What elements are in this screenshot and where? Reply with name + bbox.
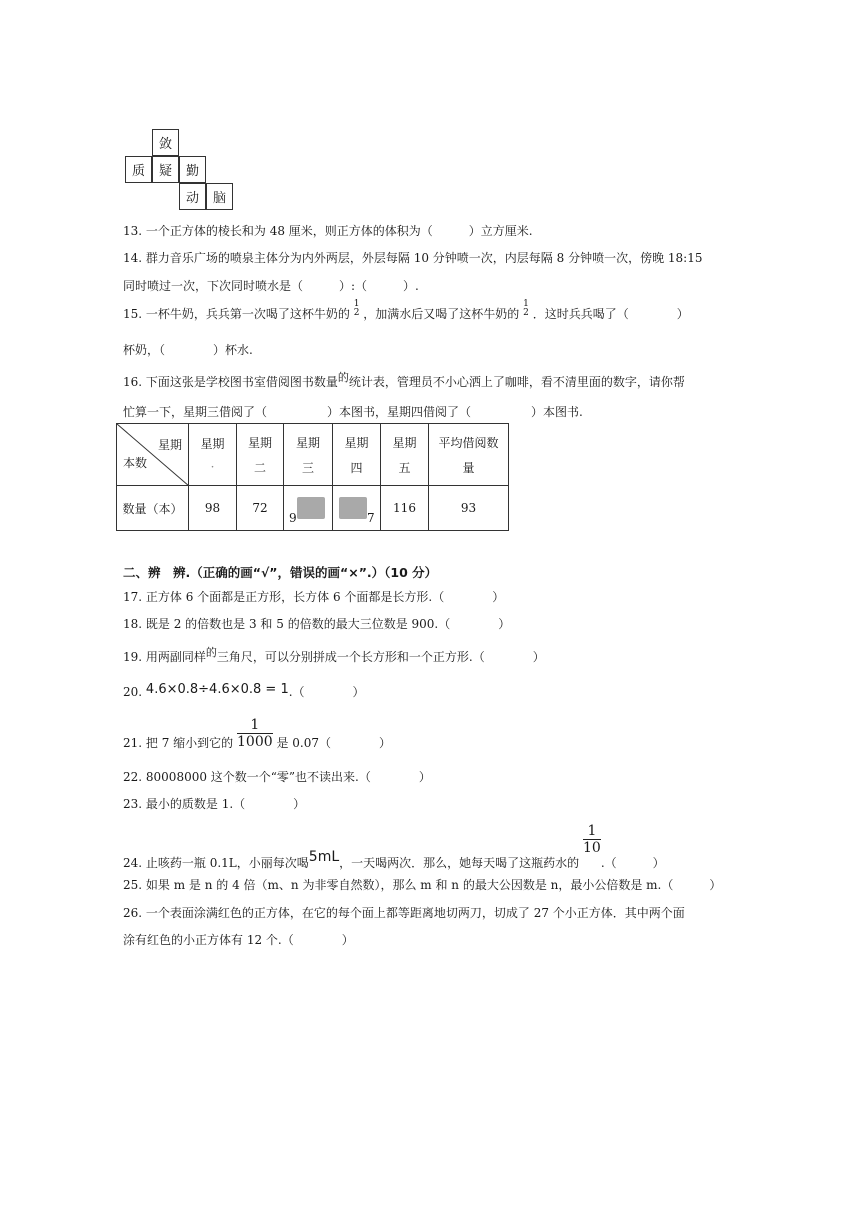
cube-cell: 疑 [152,156,179,183]
table-cell: 93 [429,486,509,531]
question-15-text-c: ．这时兵兵喝了（ ） [532,307,689,321]
fraction-denominator: 10 [582,840,601,856]
fraction-numerator: 1 [523,298,529,309]
question-15-line1 [123,298,689,324]
header-top: 星期 [247,435,272,450]
question-17: 17. 正方体 6 个面都是正方形，长方体 6 个面都是长方形.（ ） [123,590,505,604]
table-row [117,486,509,531]
question-16-text-b: 统计表，管理员不小心洒上了咖啡，看不清里面的数字，请你帮 [348,375,685,389]
header-bottom: · [210,460,215,474]
table-header-row [117,424,509,486]
fraction-denominator: 2 [523,307,529,318]
question-20-expression: 4.6×0.8÷4.6×0.8 = 1 [145,682,289,697]
question-15-text-b: ，加满水后又喝了这杯牛奶的 [363,307,520,321]
question-16-line1 [123,373,685,390]
header-top: 平均借阅数 [438,435,499,450]
table-header-cell [284,424,333,486]
question-22: 22. 80008000 这个数一个“零”也不读出来.（ ） [123,770,431,784]
question-19-text-b: 三角尺，可以分别拼成一个长方形和一个正方形.（ ） [216,650,545,664]
question-15-line2: 杯奶，（ ）杯水. [123,343,253,357]
header-bottom: 二 [253,460,266,475]
question-24-dose: 5mL [308,849,340,865]
fraction-numerator: 1 [353,298,360,309]
coffee-stain [339,497,367,519]
question-24-text-b: ，一天喝两次．那么，她每天喝了这瓶药水的 [339,856,580,870]
fraction [237,718,273,749]
cube-cell: 脑 [206,183,233,210]
corner-bottom-label: 本数 [123,456,148,470]
table-header-cell [189,424,237,486]
table-header-cell [237,424,284,486]
header-bottom: 量 [462,460,475,475]
question-21 [123,718,391,749]
cube-cell: 勤 [179,156,206,183]
cube-cell: 质 [125,156,152,183]
header-top: 星期 [200,437,225,451]
question-25: 25. 如果 m 是 n 的 4 倍（m、n 为非零自然数），那么 m 和 n 的最大公因数是 n，最小公倍数是 m.（ ） [123,878,722,892]
table-header-cell [333,424,381,486]
header-top: 星期 [392,435,417,450]
fraction-numerator: 1 [587,823,597,839]
fraction-denominator: 2 [353,307,360,318]
header-bottom: 三 [301,460,314,475]
question-20-tail: .（ ） [288,685,365,699]
fraction [523,300,529,318]
question-21-text-b: 是 0.07（ ） [276,736,392,750]
header-bottom: 四 [350,460,363,475]
question-20 [123,683,365,700]
table-corner-cell [117,424,189,486]
table-cell-smudged [284,486,333,531]
cube-cell: 敛 [152,129,179,156]
question-18: 18. 既是 2 的倍数也是 3 和 5 的倍数的最大三位数是 900.（ ） [123,617,511,631]
question-24-text-a: 24. 止咳药一瓶 0.1L，小丽每次喝 [123,856,309,870]
question-15-text-a: 15. 一杯牛奶，兵兵第一次喝了这杯牛奶的 [123,307,350,321]
question-19 [123,648,545,665]
fraction-numerator: 1 [250,717,260,733]
table-cell: 98 [189,486,237,531]
fraction [354,300,360,318]
question-26-line1: 26. 一个表面涂满红色的正方体，在它的每个面上都等距离地切两刀，切成了 27 个小正方体．其中两个面 [123,906,685,920]
question-16-text-a: 16. 下面这张是学校图书室借阅图书数量 [123,375,338,389]
question-16-line2: 忙算一下，星期三借阅了（ ）本图书，星期四借阅了（ ）本图书. [123,405,583,419]
borrowing-stats-table [116,423,509,531]
question-19-small-char: 的 [205,646,217,659]
table-cell: 116 [381,486,429,531]
question-13: 13. 一个正方体的棱长和为 48 厘米，则正方体的体积为（ ）立方厘米. [123,224,533,238]
fraction [583,824,601,855]
question-24-text-c: .（ ） [600,856,665,870]
question-24 [123,823,665,870]
cube-cell: 动 [179,183,206,210]
header-top: 星期 [344,435,369,450]
question-14-line1: 14. 群力音乐广场的喷泉主体分为内外两层，外层每隔 10 分钟喷一次，内层每隔 8 分钟喷一次，傍晚 18:15 [123,251,703,265]
question-19-text-a: 19. 用两副同样 [123,650,206,664]
question-23: 23. 最小的质数是 1.（ ） [123,797,306,811]
section-2-heading: 二、辨 辨.（正确的画“√”，错误的画“×”.）（10 分） [123,565,438,580]
table-header-cell [429,424,509,486]
fraction-denominator: 1000 [237,734,273,750]
visible-digit: 7 [367,511,375,525]
corner-top-label: 星期 [157,438,182,452]
header-bottom: 五 [398,460,411,475]
table-header-cell [381,424,429,486]
question-20-number: 20. [123,685,143,699]
table-cell-smudged [333,486,381,531]
row-label-cell: 数量（本） [117,486,189,531]
header-top: 星期 [295,435,320,450]
question-21-text-a: 21. 把 7 缩小到它的 [123,736,234,750]
question-16-small-char: 的 [337,371,349,384]
visible-digit: 9 [289,511,297,525]
coffee-stain [297,497,325,519]
table-cell: 72 [237,486,284,531]
question-14-line2: 同时喷过一次，下次同时喷水是（ ）:（ ）. [123,279,419,293]
question-26-line2: 涂有红色的小正方体有 12 个.（ ） [123,933,354,947]
